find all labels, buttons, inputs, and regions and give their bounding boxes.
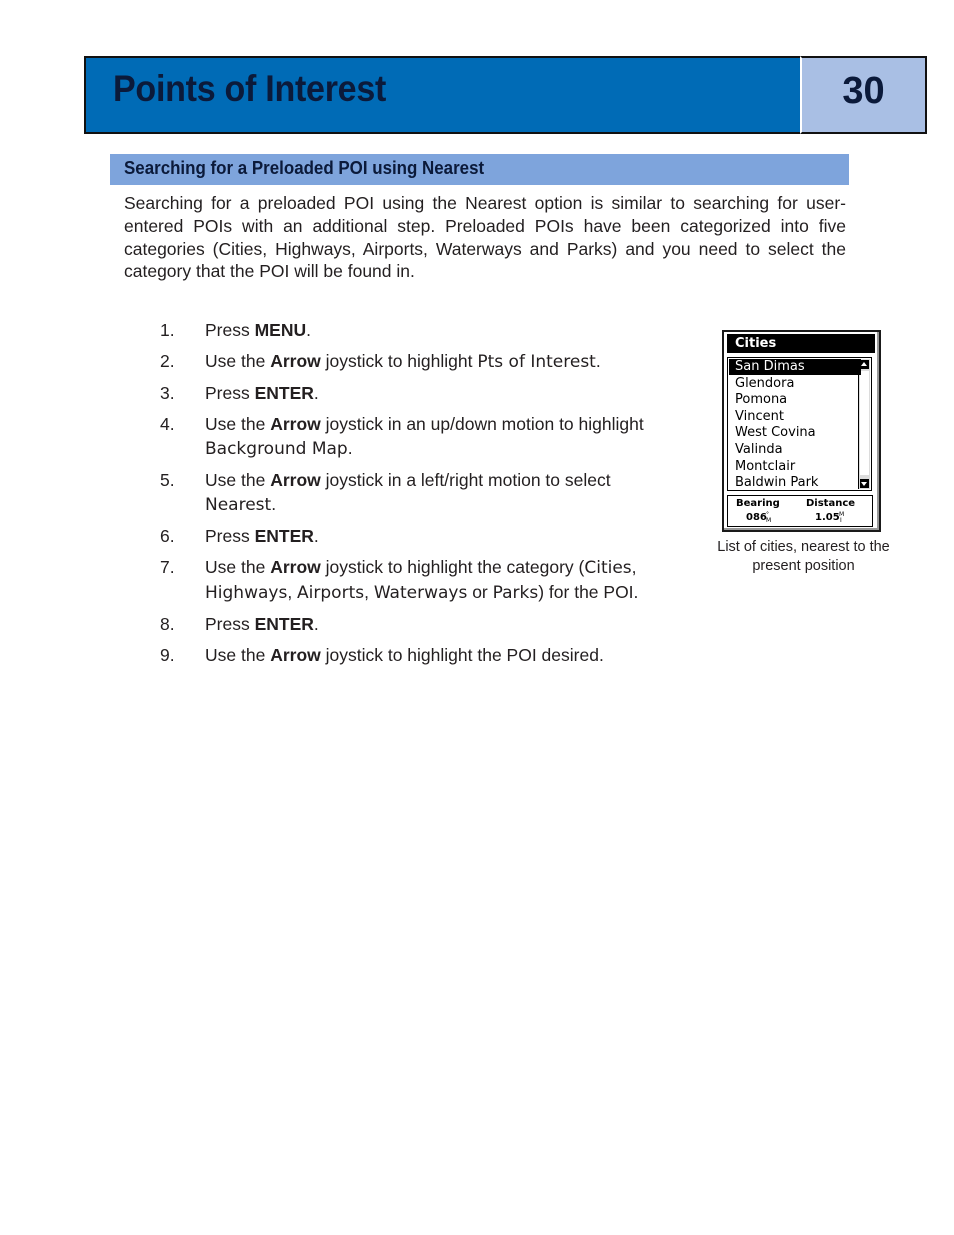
scroll-thumb bbox=[860, 371, 869, 475]
ui-term: Waterways bbox=[373, 583, 468, 603]
gps-city-list bbox=[727, 357, 872, 491]
step-item bbox=[160, 524, 680, 548]
step-item bbox=[160, 412, 680, 461]
key-name: Arrow bbox=[270, 470, 321, 490]
step-text: . bbox=[271, 494, 277, 514]
gps-city-item: Baldwin Park bbox=[735, 475, 819, 491]
step-number: 7. bbox=[160, 557, 175, 577]
page-number-box bbox=[800, 56, 927, 134]
ui-term: Highways bbox=[205, 583, 288, 603]
step-text: ) for the POI. bbox=[538, 582, 639, 602]
scroll-down-arrow-icon bbox=[860, 479, 869, 488]
step-number: 9. bbox=[160, 645, 175, 665]
ui-term: Parks bbox=[492, 583, 539, 603]
step-text: Use the bbox=[205, 557, 271, 577]
step-text: . bbox=[347, 438, 353, 458]
gps-title-bar bbox=[727, 334, 875, 353]
step-text: joystick in a left/right motion to select bbox=[320, 470, 611, 490]
distance-label: Distance bbox=[806, 498, 856, 509]
step-text: joystick to highlight bbox=[320, 351, 478, 371]
page-title: Points of Interest bbox=[113, 68, 387, 109]
key-name: ENTER bbox=[254, 383, 314, 403]
step-text: Use the bbox=[205, 645, 271, 665]
ui-term: Background Map bbox=[205, 439, 348, 459]
step-number: 2. bbox=[160, 351, 175, 371]
step-text: joystick to highlight the category ( bbox=[320, 557, 585, 577]
step-text: , bbox=[287, 582, 298, 602]
steps-list bbox=[160, 318, 680, 674]
step-item bbox=[160, 612, 680, 636]
step-item bbox=[160, 318, 680, 342]
step-number: 5. bbox=[160, 470, 175, 490]
key-name: Arrow bbox=[270, 414, 321, 434]
step-number: 3. bbox=[160, 383, 175, 403]
step-text: , bbox=[364, 582, 374, 602]
step-text: . bbox=[313, 614, 319, 634]
gps-city-item: Glendora bbox=[735, 375, 795, 391]
step-text: Press bbox=[205, 526, 255, 546]
step-item bbox=[160, 349, 680, 374]
key-name: MENU bbox=[254, 320, 307, 340]
step-text: Press bbox=[205, 320, 255, 340]
step-number: 4. bbox=[160, 414, 175, 434]
step-item bbox=[160, 643, 680, 667]
step-text: or bbox=[467, 582, 493, 602]
section-heading-band bbox=[110, 154, 849, 185]
step-text: Use the bbox=[205, 351, 271, 371]
distance-value: 1.05 bbox=[815, 512, 840, 523]
gps-city-item: West Covina bbox=[735, 425, 816, 441]
key-name: Arrow bbox=[270, 557, 321, 577]
step-item bbox=[160, 468, 680, 517]
gps-city-item: Pomona bbox=[735, 392, 788, 408]
step-item bbox=[160, 381, 680, 405]
ui-term: Nearest bbox=[205, 495, 272, 515]
bearing-unit-bottom: M bbox=[766, 517, 772, 524]
section-heading: Searching for a Preloaded POI using Nearest bbox=[124, 158, 485, 178]
distance-unit-top: M bbox=[839, 511, 845, 518]
bearing-unit-top: ° bbox=[766, 511, 769, 518]
step-text: joystick in an up/down motion to highlight bbox=[320, 414, 644, 434]
key-name: Arrow bbox=[270, 645, 321, 665]
gps-city-item: Vincent bbox=[735, 408, 784, 424]
header-bar bbox=[84, 56, 800, 134]
gps-title: Cities bbox=[735, 336, 777, 351]
gps-footer bbox=[727, 495, 873, 527]
bearing-label: Bearing bbox=[736, 498, 780, 509]
bearing-value: 086 bbox=[746, 512, 767, 523]
step-item bbox=[160, 555, 680, 605]
gps-city-item: Valinda bbox=[735, 442, 783, 457]
scroll-up-arrow-icon bbox=[860, 360, 869, 369]
step-text: joystick to highlight the POI desired. bbox=[320, 645, 604, 665]
key-name: Arrow bbox=[270, 351, 321, 371]
step-number: 1. bbox=[160, 320, 175, 340]
step-text: Use the bbox=[205, 414, 271, 434]
figure-caption: List of cities, nearest to the present position bbox=[717, 539, 890, 574]
ui-term: Cities bbox=[584, 558, 632, 578]
step-text: Use the bbox=[205, 470, 271, 490]
ui-term: Pts of Interest bbox=[477, 352, 596, 372]
key-name: ENTER bbox=[254, 526, 314, 546]
ui-term: Airports bbox=[297, 583, 365, 603]
step-number: 8. bbox=[160, 614, 175, 634]
step-text: . bbox=[595, 351, 601, 371]
step-text: Press bbox=[205, 614, 255, 634]
step-text: . bbox=[306, 320, 312, 340]
gps-city-item: San Dimas bbox=[729, 359, 861, 375]
step-text: Press bbox=[205, 383, 255, 403]
gps-screen-figure bbox=[722, 330, 881, 532]
step-text: , bbox=[631, 557, 637, 577]
page-number: 30 bbox=[842, 70, 885, 112]
gps-city-item: Montclair bbox=[735, 458, 796, 474]
intro-paragraph: Searching for a preloaded POI using the Nearest option is similar to searching for user-entered POIs with an additional step. Preloaded POIs have been categorized into five categories (Cities, Highways, Airports, Waterways and Parks) and you need to select the category that the POI will be found in. bbox=[124, 193, 846, 282]
step-text: . bbox=[313, 526, 319, 546]
step-text: . bbox=[313, 383, 319, 403]
step-number: 6. bbox=[160, 526, 175, 546]
distance-unit-bottom: I bbox=[840, 517, 842, 524]
key-name: ENTER bbox=[254, 614, 314, 634]
